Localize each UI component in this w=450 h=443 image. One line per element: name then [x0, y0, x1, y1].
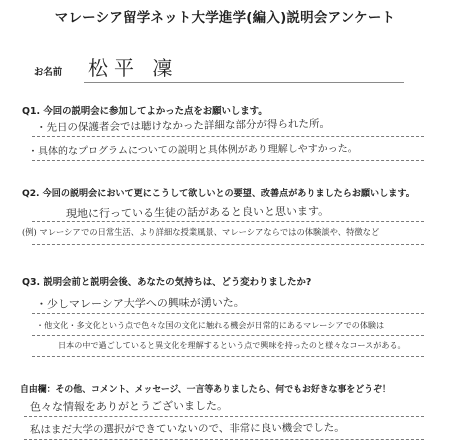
- free-line-1: [24, 416, 424, 417]
- q1-answer-2: ・具体的なプログラムについての説明と具体例があり理解しやすかった。: [27, 143, 358, 158]
- q3-line-1: [32, 313, 424, 314]
- q2-line-1: [32, 221, 424, 222]
- q1-line-2: [32, 160, 424, 161]
- q3-answer-2: ・他文化・多文化という点で色々な国の文化に触れる機会が日常的にあるマレーシアでの体験は: [36, 320, 385, 330]
- free-label: 自由欄：その他、コメント、メッセージ、一言等ありましたら、何でもお好きな事をどうぞ！: [20, 385, 391, 395]
- q2-answer-2: (例) マレーシアでの日常生活、より詳細な授業風景、マレーシアならではの体験談や、特徴など: [22, 227, 380, 237]
- q1-question: Q1. 今回の説明会に参加してよかった点をお願いします。: [22, 106, 268, 117]
- name-underline: [84, 82, 404, 83]
- q1-line-1: [32, 136, 424, 137]
- name-value: 松平 凜: [88, 56, 179, 80]
- q3-answer-1: ・少しマレーシア大学への興味が湧いた。: [35, 296, 245, 311]
- q2-answer-1: 現地に行っている生徒の話があると良いと思います。: [65, 204, 330, 221]
- q3-line-3: [32, 356, 424, 357]
- free-answer-1: 色々な情報をありがとうございました。: [29, 399, 229, 414]
- q1-answer-1: ・先日の保護者会では聴けなかった詳細な部分が得られた所。: [35, 117, 331, 135]
- survey-title: マレーシア留学ネット大学進学(編入)説明会アンケート: [54, 10, 396, 26]
- q3-question: Q3. 説明会前と説明会後、あなたの気持ちは、どう変わりましたか?: [22, 277, 312, 288]
- q3-answer-3: 日本の中で過ごしていると異文化を理解するという点で興味を持ったのと様々なコースがある。: [58, 340, 406, 350]
- q2-question: Q2. 今回の説明会において更にこうして欲しいとの要望、改善点がありましたらお願いします。: [22, 189, 415, 199]
- free-answer-2: 私はまだ大学の選択ができていないので、非常に良い機会でした。: [29, 421, 345, 437]
- q3-line-2: [32, 335, 424, 336]
- q2-line-2: [32, 244, 424, 245]
- name-label: お名前: [34, 67, 63, 78]
- free-line-2: [24, 439, 424, 440]
